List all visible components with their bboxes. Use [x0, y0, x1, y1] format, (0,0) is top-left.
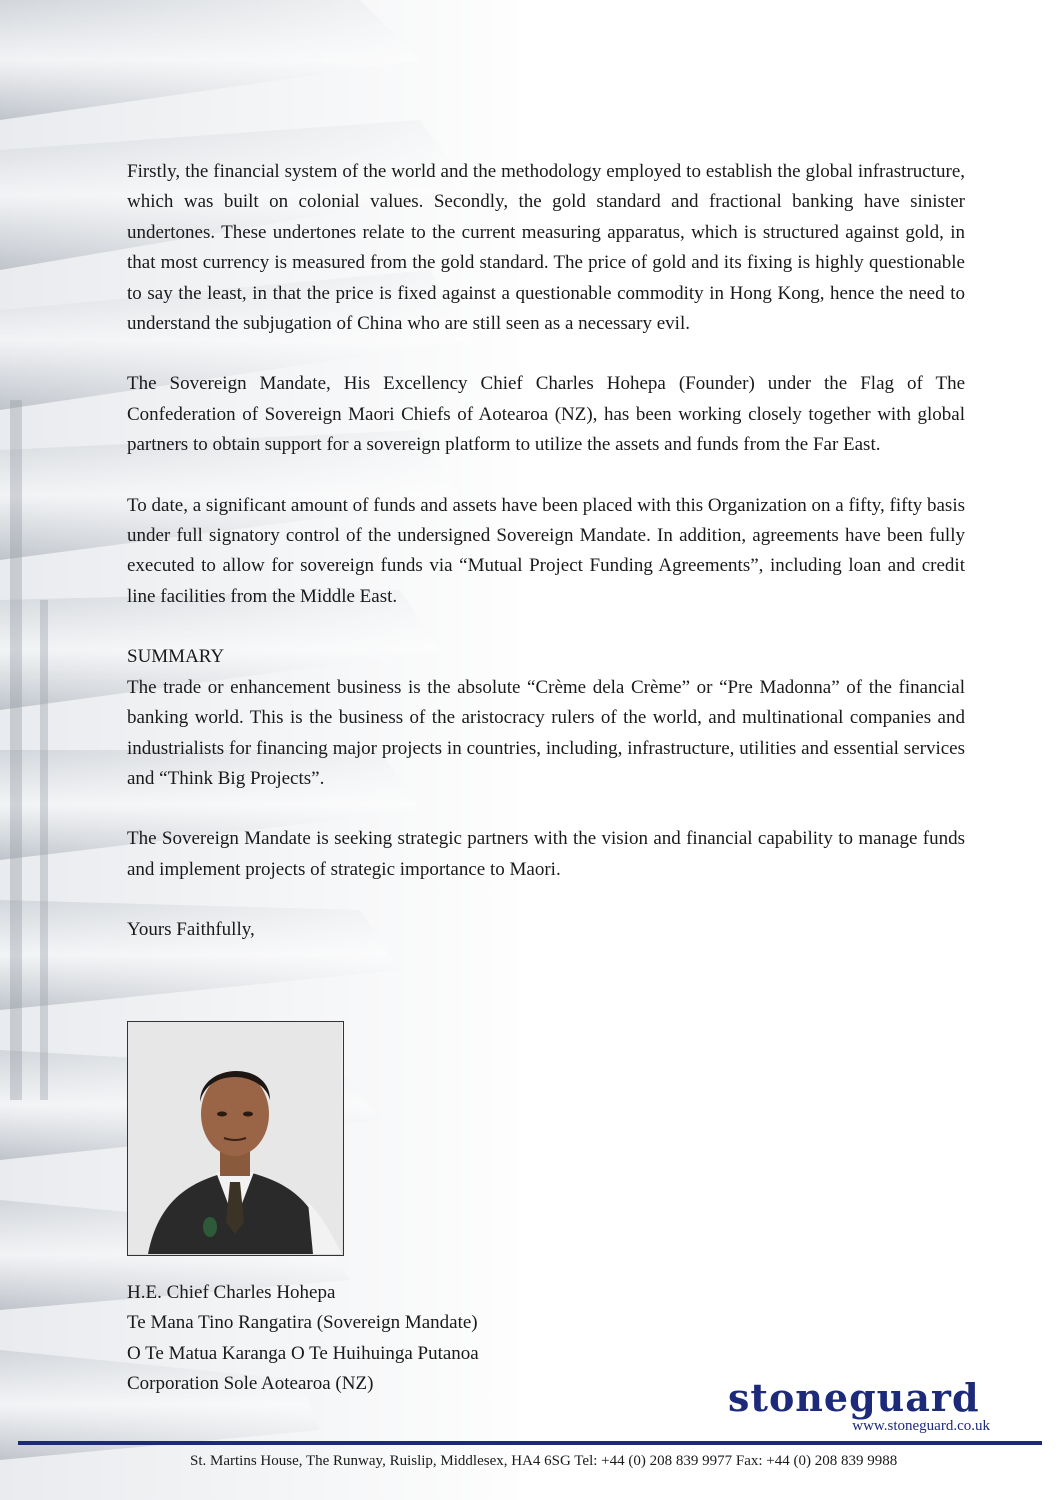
signatory-title: Te Mana Tino Rangatira (Sovereign Mandate)	[127, 1312, 478, 1334]
signatory-block	[127, 1278, 479, 1400]
stoneguard-url[interactable]: www.stoneguard.co.uk	[852, 1418, 990, 1434]
paragraph-funds-assets: To date, a significant amount of funds and assets have been placed with this Organization on a fifty, fifty basis under full signatory control of the undersigned Sovereign Mandate. In addition, agreements have been fully executed to allow for sovereign funds via “Mutual Project Funding Agreements”, including loan and credit line facilities from the Middle East.	[127, 494, 965, 607]
paragraph-sovereign-mandate: The Sovereign Mandate, His Excellency Chief Charles Hohepa (Founder) under the Flag of The Confederation of Sovereign Maori Chiefs of Aotearoa (NZ), has been working closely together with global partners to obtain support for a sovereign platform to utilize the assets and funds from the Far East.	[127, 373, 965, 456]
stoneguard-wordmark: stoneguard	[728, 1375, 980, 1420]
signatory-line3: O Te Matua Karanga O Te Huihuinga Putanoa	[127, 1342, 479, 1364]
signatory-line4: Corporation Sole Aotearoa (NZ)	[127, 1373, 374, 1395]
footer-address: St. Martins House, The Runway, Ruislip, Middlesex, HA4 6SG Tel: +44 (0) 208 839 9977 Fax: +44 (0) 208 839 9988	[190, 1453, 898, 1469]
paragraph-financial-system: Firstly, the financial system of the world and the methodology employed to establish the global infrastructure, which was built on colonial values. Secondly, the gold standard and fractional banking have sinister undertones. These undertones relate to the current measuring apparatus, which is structured against gold, in that most currency is measured from the gold standard. The price of gold and its fixing is highly questionable to say the least, in that the price is fixed against a questionable commodity in Hong Kong, hence the need to understand the subjugation of China who are still seen as a necessary evil.	[127, 161, 965, 335]
signatory-name: H.E. Chief Charles Hohepa	[127, 1282, 336, 1303]
stoneguard-logo	[728, 1375, 998, 1438]
paragraph-strategic-partners: The Sovereign Mandate is seeking strategic partners with the vision and financial capability to manage funds and implement projects of strategic importance to Maori.	[127, 828, 965, 880]
sign-off: Yours Faithfully,	[127, 919, 255, 941]
letter-body	[127, 157, 965, 966]
summary-heading: SUMMARY	[127, 646, 225, 668]
summary-section	[127, 642, 965, 794]
summary-text: The trade or enhancement business is the absolute “Crème dela Crème” or “Pre Madonna” of the financial banking world. This is the business of the aristocracy rulers of the world, and multinational companies and industrialists for financing major projects in countries, including, infrastructure, utilities and essential services and “Think Big Projects”.	[127, 676, 965, 789]
signatory-photo	[127, 1021, 344, 1256]
footer-divider	[18, 1441, 1042, 1445]
